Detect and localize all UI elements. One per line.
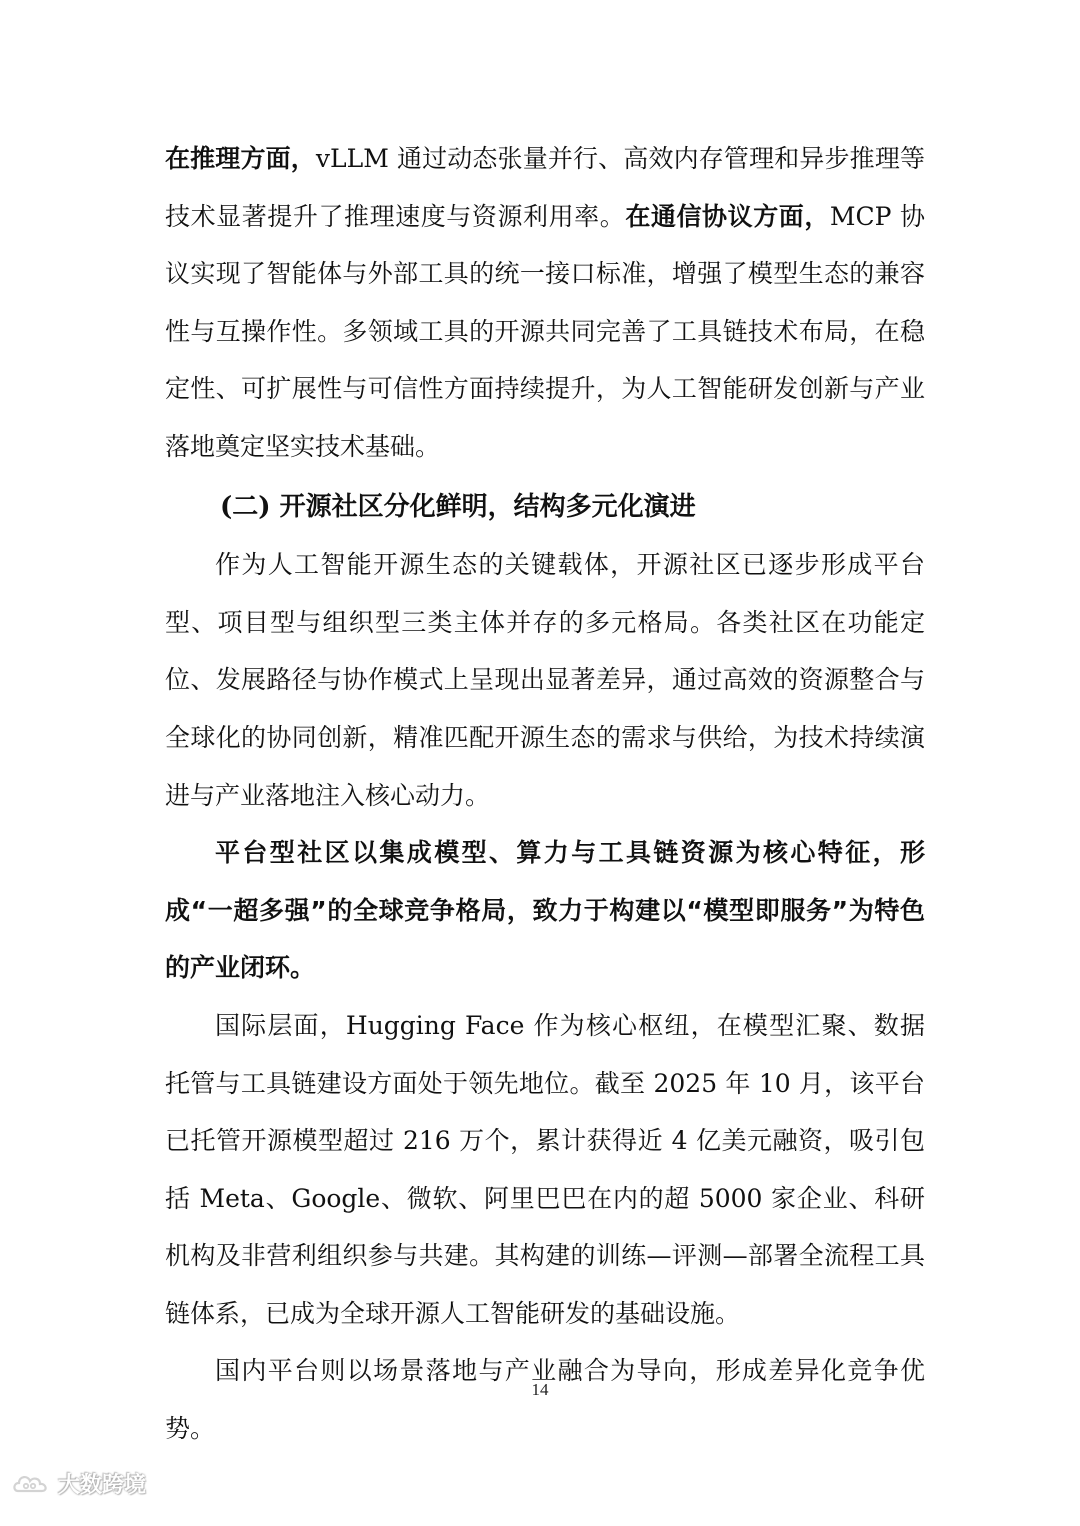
- section-heading: (二) 开源社区分化鲜明，结构多元化演进: [220, 491, 696, 522]
- paragraph-text: MCP 协议实现了智能体与外部工具的统一接口标准，增强了模型生态的兼容性与互操作性。多领域工具的开源共同完善了工具链技术布局，在稳定性、可扩展性与可信性方面持续提升，为人工智能研发创新与产业落地奠定坚实技术基础。: [165, 201, 925, 461]
- paragraph-inference-communication: [165, 130, 925, 476]
- paragraph-text: vLLM 通过动态张量并行、高效内存管理和异步推理等技术显著提升了推理速度与资源利用率。: [165, 144, 925, 231]
- bold-lead-communication: 在通信协议方面，: [625, 201, 830, 231]
- paragraph-community-overview: 作为人工智能开源生态的关键载体，开源社区已逐步形成平台型、项目型与组织型三类主体并存的多元格局。各类社区在功能定位、发展路径与协作模式上呈现出显著差异，通过高效的资源整合与全球化的协同创新，精准匹配开源生态的需求与供给，为技术持续演进与产业落地注入核心动力。: [165, 550, 925, 810]
- page-number: 14: [531, 1380, 549, 1399]
- watermark: [12, 1468, 146, 1499]
- document-body: [165, 130, 925, 1458]
- paragraph-platform-communities: 平台型社区以集成模型、算力与工具链资源为核心特征，形成“一超多强”的全球竞争格局，致力于构建以“模型即服务”为特色的产业闭环。: [165, 838, 925, 983]
- watermark-text: 大数跨境: [58, 1473, 147, 1498]
- paragraph-domestic-platforms: 国内平台则以场景落地与产业融合为导向，形成差异化竞争优势。: [165, 1356, 925, 1444]
- cloud-logo-icon: [12, 1471, 52, 1497]
- paragraph-international-level: 国际层面，Hugging Face 作为核心枢纽，在模型汇聚、数据托管与工具链建设方面处于领先地位。截至 2025 年 10 月，该平台已托管开源模型超过 216 万个，累计获得近 4 亿美元融资，吸引包括 Meta、Google、微软、阿里巴巴在内的超 5000 家企业、科研机构及非营利组织参与共建。其构建的训练—评测—部署全流程工具链体系，已成为全球开源人工智能研发的基础设施。: [165, 1010, 925, 1328]
- bold-lead-inference: 在推理方面，: [165, 144, 316, 173]
